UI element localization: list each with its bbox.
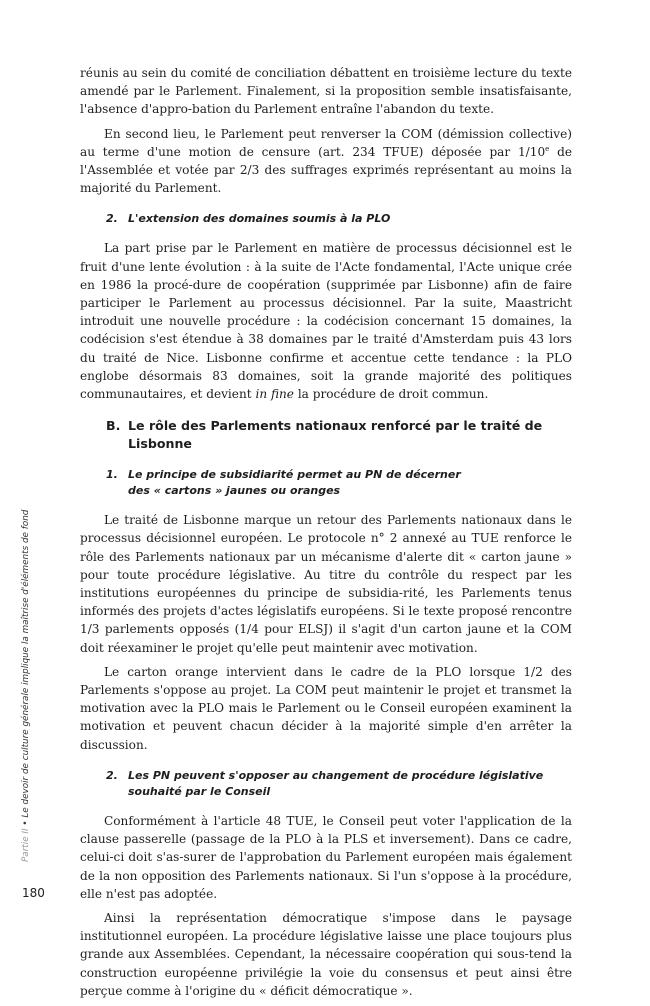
heading-line: des « cartons » jaunes ou oranges [128,484,341,498]
heading-line: Le principe de subsidiarité permet au PN de décerner [128,468,461,482]
heading-text [128,768,572,800]
paragraph [80,125,572,198]
subheading-opposition-pn [106,768,572,800]
heading-text: Le rôle des Parlements nationaux renforcé par le traité de Lisbonne [128,418,543,452]
section-heading-parlements-nationaux [106,417,572,453]
heading-number: B. [106,418,121,434]
paragraph: réunis au sein du comité de conciliation débattent en troisième lecture du texte amendé par le Parlement. Finalement, si la proposition semble insatisfaisante, l'absence d'appro-bation du Parlement entraîne l'abandon du texte. [80,66,572,117]
bullet-separator: • [21,820,31,826]
paragraph [80,239,572,403]
paragraph: Conformément à l'article 48 TUE, le Conseil peut voter l'application de la clause passerelle (passage de la PLO à la PLS et inversement). Dans ce cadre, celui-ci doit s'as-surer de l'approbation du Parlement européen mais également de la non opposition des Parlements nationaux. Si l'un s'oppose à la procédure, elle n'est pas adoptée. [80,813,572,901]
subheading-extension-plo [106,211,572,227]
heading-text: L'extension des domaines soumis à la PLO [128,212,391,226]
heading-line: Les PN peuvent s'opposer au changement de procédure législative [128,768,544,782]
running-side-title [21,510,31,862]
heading-number: 2. [106,768,118,782]
emphasis: in fine [255,387,294,402]
heading-line: souhaité par le Conseil [128,784,271,798]
heading-number: 2. [106,212,118,226]
subheading-subsidiarite [106,467,572,499]
heading-text [128,467,572,499]
superscript: e [545,144,550,153]
page-number: 180 [22,886,45,900]
main-text-column [80,64,572,1006]
part-title: Le devoir de culture générale implique la maîtrise d'éléments de fond [21,509,31,818]
text-run: de l'Assemblée et votée par 2/3 des suffrages exprimés représentant au moins la majorité du Parlement. [80,144,572,196]
paragraph: Le traité de Lisbonne marque un retour des Parlements nationaux dans le processus décisionnel européen. Le protocole n° 2 annexé au TUE renforce le rôle des Parlements nationaux par un mécanisme d'alerte dit « carton jaune » pour toute procédure législative. Au titre du contrôle du respect par les institutions européennes du principe de subsidia-rité, les Parlements tenus informés des projets d'actes législatifs européens. Si le texte proposé rencontre 1/3 parlements opposés (1/4 pour ELSJ) il s'agit d'un carton jaune et la COM doit réexaminer le projet qu'elle peut maintenir avec motivation. [80,513,572,655]
text-run: En second lieu, le Parlement peut renverser la COM (démission collective) au terme d'une motion de censure (art. 234 TFUE) déposée par 1/10 [80,126,572,159]
text-run: la procédure de droit commun. [293,387,489,402]
paragraph: Le carton orange intervient dans le cadre de la PLO lorsque 1/2 des Parlements s'oppose au projet. La COM peut maintenir le projet et transmet la motivation avec la PLO mais le Parlement ou le Conseil européen examinent la motivation et peuvent chacun décider à la majorité simple d'en arrêter la discussion. [80,664,572,752]
paragraph: Ainsi la représentation démocratique s'impose dans le paysage institutionnel européen. La procédure législative laisse une place toujours plus grande aux Assemblées. Cependant, la nécessaire coopération qui sous-tend la construction européenne privilégie la voie du consensus et peut ainsi être perçue comme à l'origine du « déficit démocratique ». [80,910,572,998]
text-run: La part prise par le Parlement en matière de processus décisionnel est le fruit d'une lente évolution : à la suite de l'Acte fondamental, l'Acte unique crée en 1986 la procé-dure de coopération (supprimée par Lisbonne) afin de faire participer le Parlement au processus décisionnel. Par la suite, Maastricht introduit une nouvelle procédure : la codécision concernant 15 domaines, la codécision s'est étendue à 38 domaines par le traité d'Amsterdam puis 43 lors du traité de Nice. Lisbonne confirme et accentue cette tendance : la PLO englobe désormais 83 domaines, soit la grande majorité des politiques communautaires, et devient [80,241,572,402]
part-label: Partie II [21,828,31,862]
heading-number: 1. [106,468,118,482]
